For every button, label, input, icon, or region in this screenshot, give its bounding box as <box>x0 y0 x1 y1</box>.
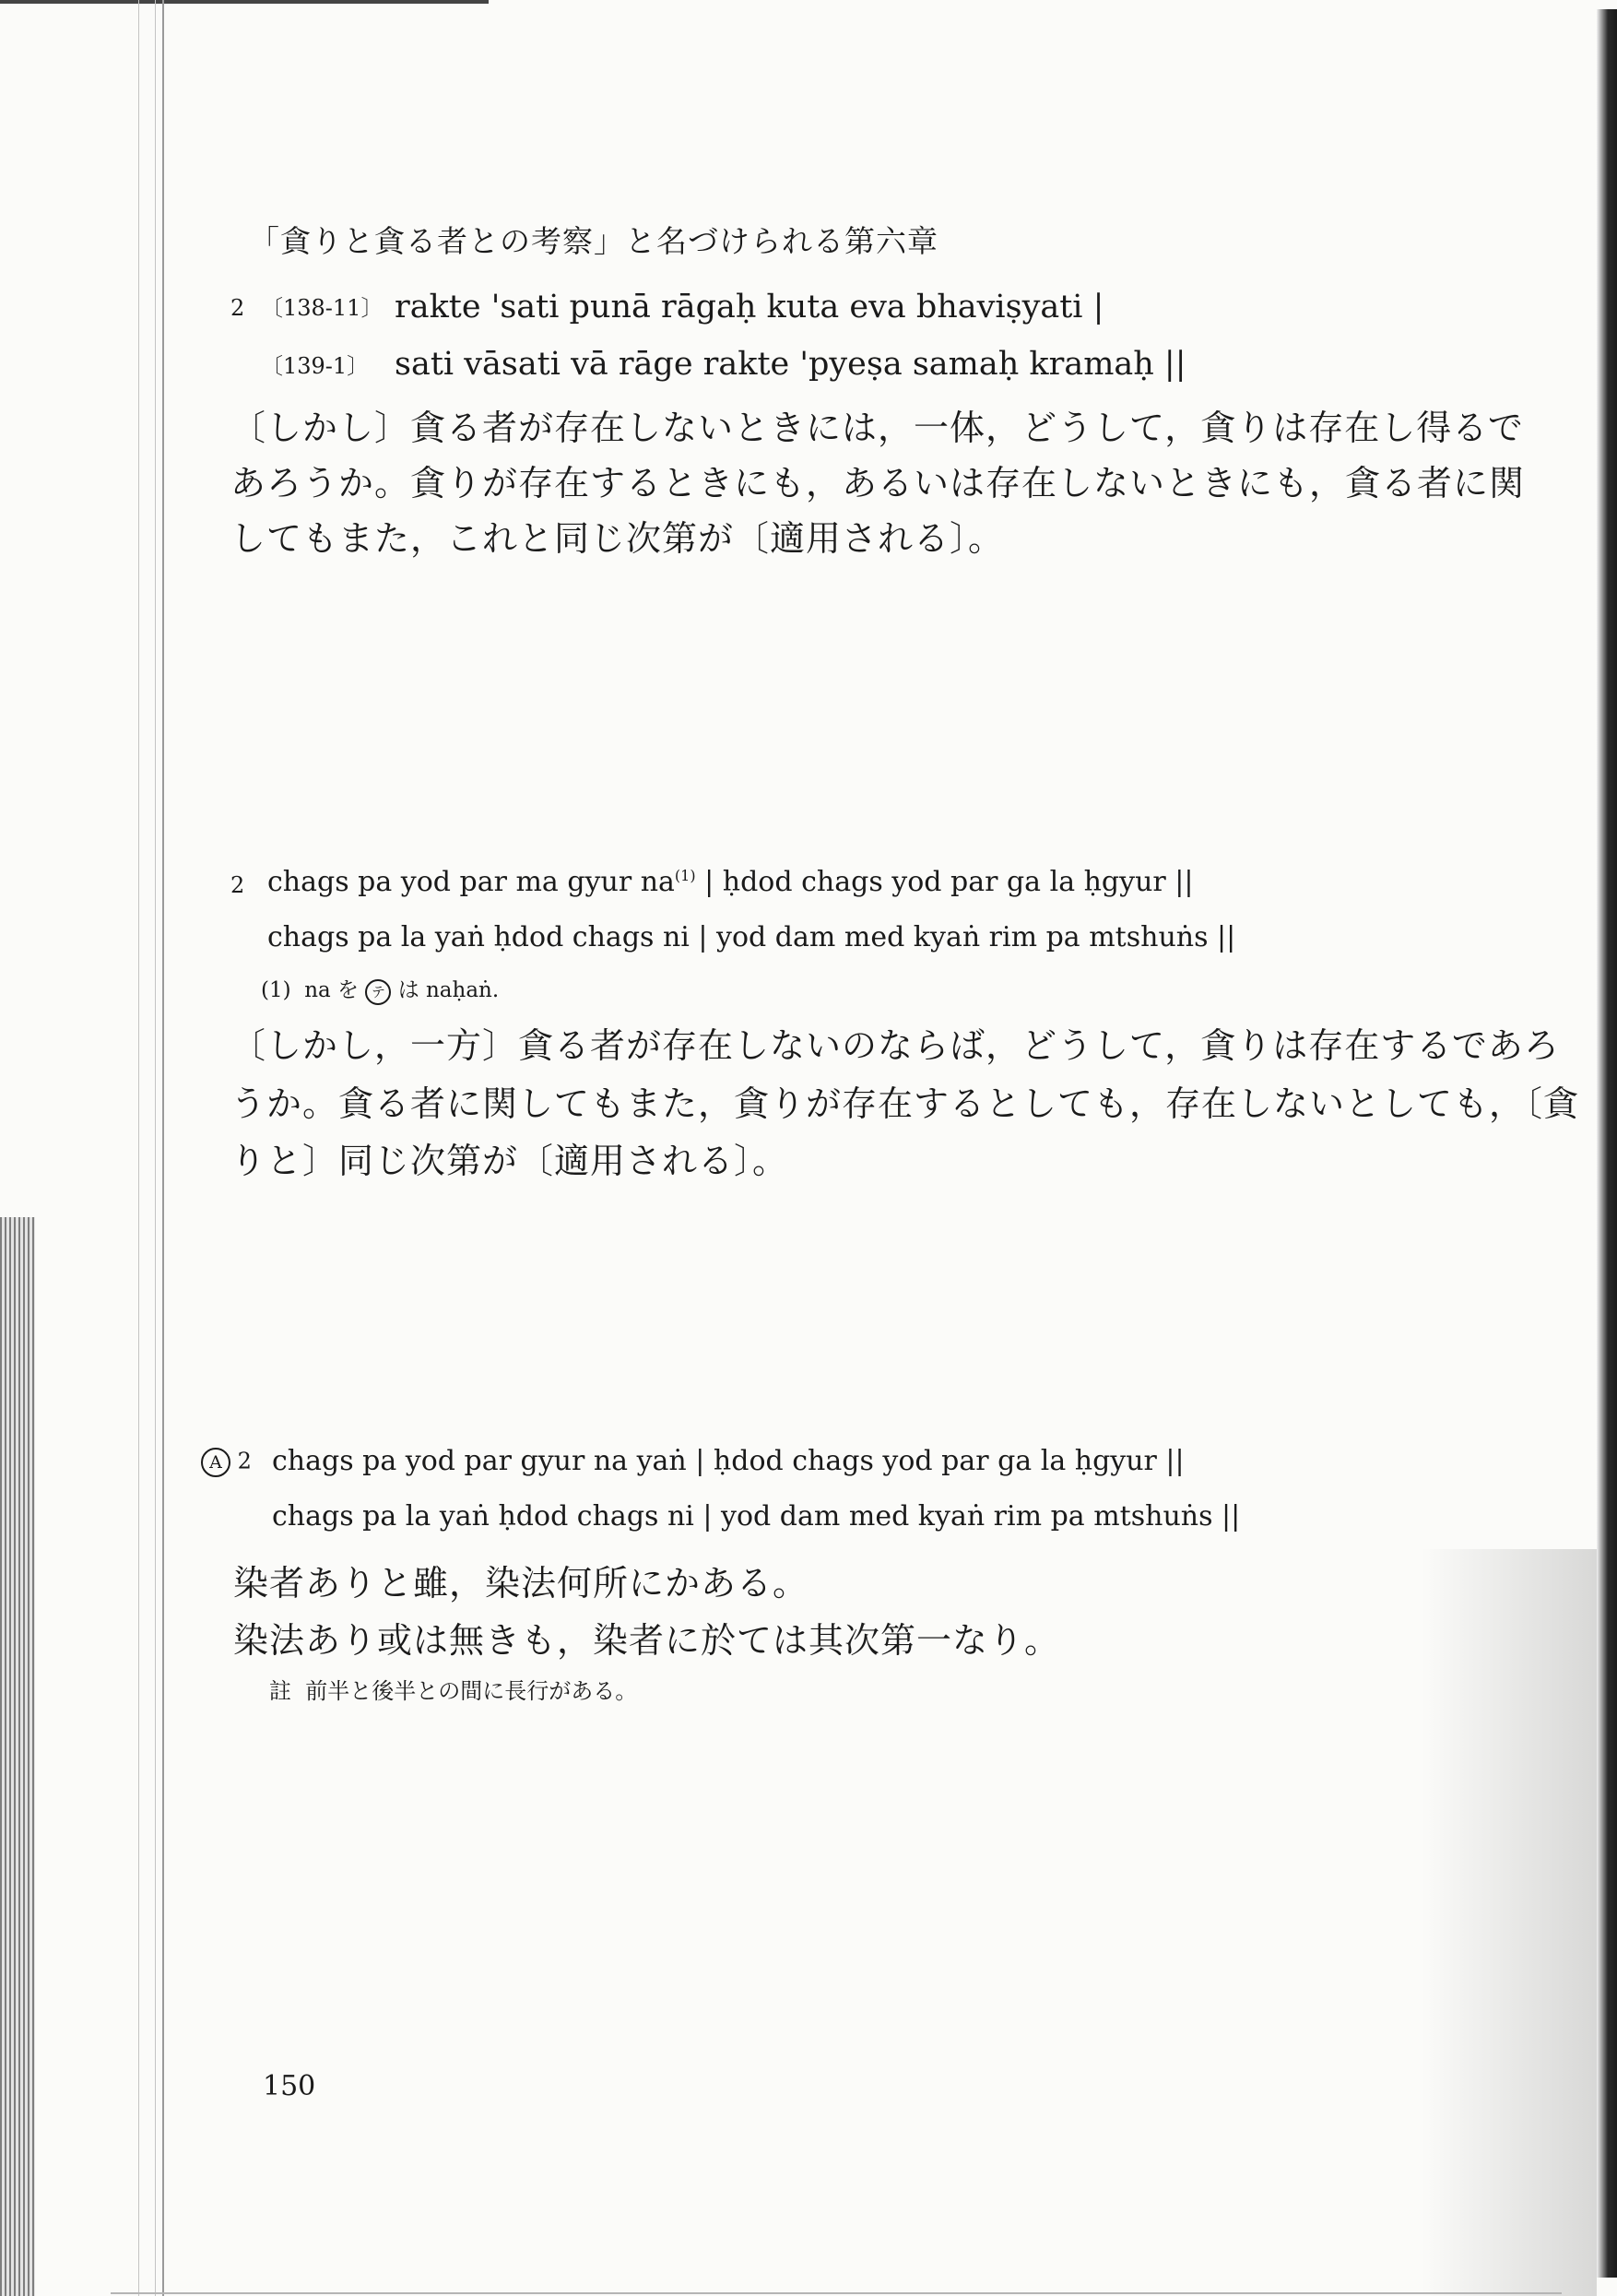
sanskrit-line: rakte 'sati punā rāgaḥ kuta eva bhaviṣyati | <box>395 289 1104 325</box>
scan-bottom-rule <box>111 2292 1562 2294</box>
translation-line: 〔しかし〕貪る者が存在しないときには，一体，どうして，貪りは存在し得るで <box>230 408 1524 448</box>
tibetan-line: chags pa yod par gyur na yaṅ | ḥdod chags yod par ga la ḥgyur || <box>272 1445 1185 1477</box>
gutter-line <box>162 0 164 2296</box>
translation-line: あろうか。貪りが存在するときにも，あるいは存在しないときにも，貪る者に関 <box>230 463 1526 503</box>
verse-ref: 〔139-1〕 <box>261 353 370 379</box>
verse-number: 2 <box>230 295 245 321</box>
scan-left-edge <box>0 1217 35 2296</box>
tibetan-line: chags pa la yaṅ ḥdod chags ni | yod dam med kyaṅ rim pa mtshuṅs || <box>272 1500 1241 1533</box>
tibetan-line: chags pa yod par ma gyur $na^{(1)}$ | ḥdod chags yod par ga la ḥgyur || <box>267 866 1194 898</box>
translation-line: りと〕同じ次第が〔適用される〕。 <box>230 1141 789 1181</box>
verse-ref: 〔138-11〕 <box>261 295 384 321</box>
chapter-title: 「貪りと貪る者との考察」と名づけられる第六章 <box>249 223 938 259</box>
tibetan-line: chags pa la yaṅ ḥdod chags ni | yod dam med kyaṅ rim pa mtshuṅs || <box>267 921 1236 953</box>
verse-marker: A 2 <box>201 1448 252 1477</box>
verse-number: 2 <box>230 872 245 898</box>
tibetan-note: (1) na を テ は naḥaṅ. <box>261 979 499 1005</box>
footnote-text: 前半と後半との間に長行がある。 <box>305 1678 638 1704</box>
sanskrit-line: sati vāsati vā rāge rakte 'pyeṣa samaḥ kramaḥ || <box>395 346 1186 383</box>
translation-line: うか。貪る者に関してもまた，貪りが存在するとしても，存在しないとしても，〔貪 <box>230 1083 1580 1124</box>
circled-a-mark: A <box>201 1448 230 1477</box>
circled-mark: テ <box>365 979 391 1005</box>
scan-top-rule <box>0 0 489 4</box>
footnote <box>269 1680 637 1702</box>
gutter-line <box>138 0 139 2296</box>
page-number: 150 <box>263 2070 316 2102</box>
kanbun-line: 染法あり或は無きも，染者に於ては其次第一なり。 <box>233 1620 1061 1661</box>
scan-shade <box>1422 1549 1597 2296</box>
translation-line: 〔しかし，一方〕貪る者が存在しないのならば，どうして，貪りは存在するであろ <box>230 1025 1560 1066</box>
translation-line: してもまた，これと同じ次第が〔適用される〕。 <box>230 518 1005 559</box>
footnote-label: 註 <box>269 1678 291 1704</box>
kanbun-line: 染者ありと雖，染法何所にかある。 <box>233 1563 809 1604</box>
scan-spine-shadow <box>1597 9 1617 2278</box>
gutter-line <box>155 0 156 2296</box>
